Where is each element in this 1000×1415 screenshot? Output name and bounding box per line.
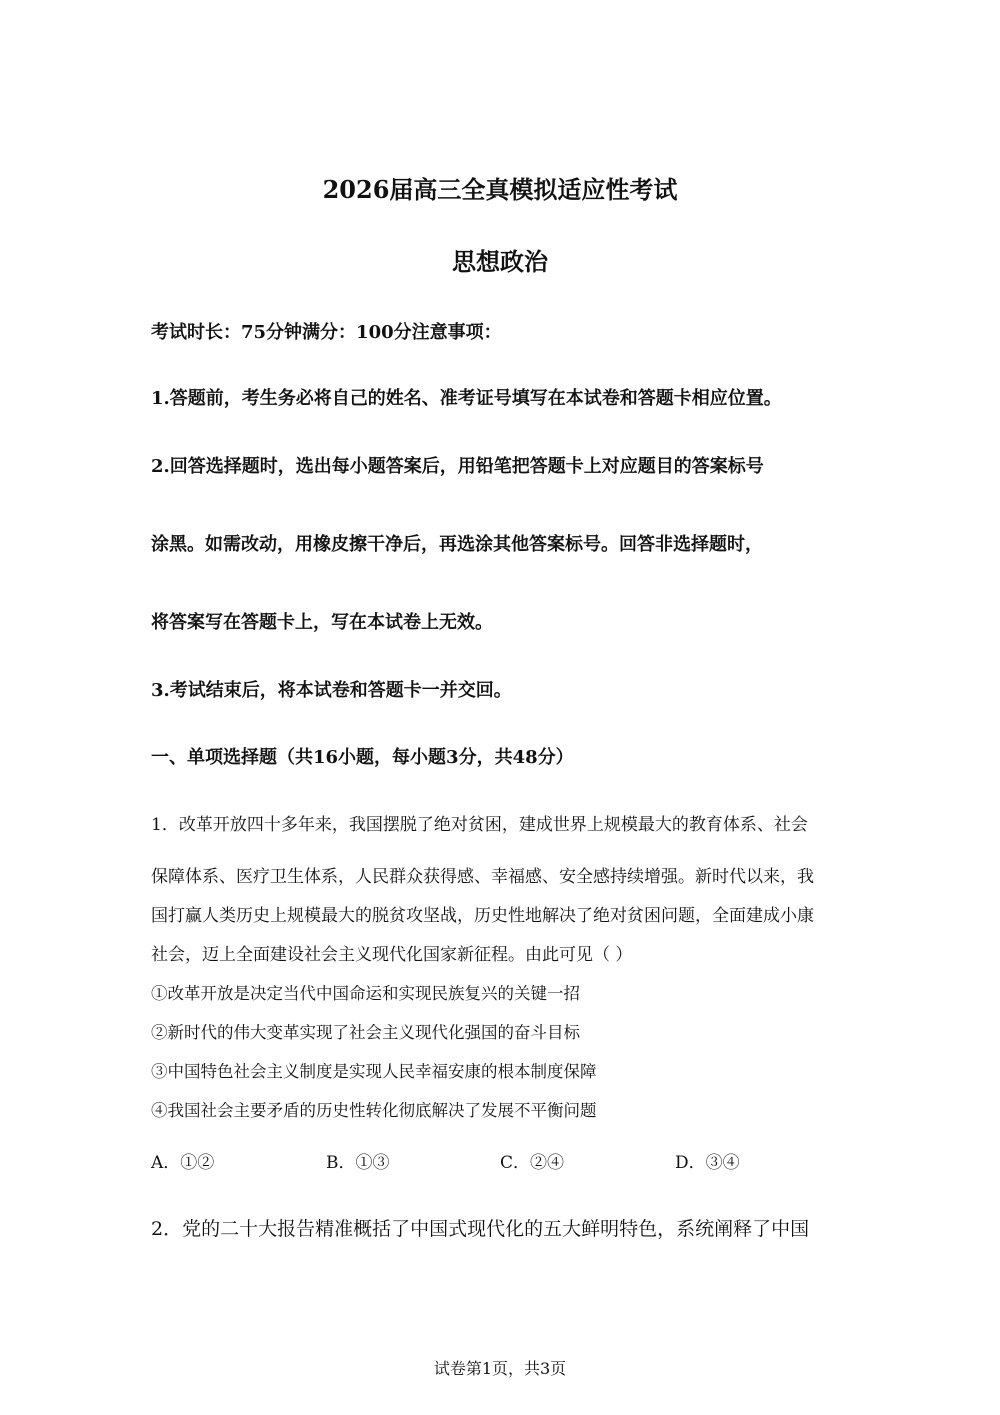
instruction-line: 2.回答选择题时，选出每小题答案后，用铅笔把答题卡上对应题目的答案标号 (151, 456, 764, 477)
instruction-line: 涂黑。如需改动，用橡皮擦干净后，再选涂其他答案标号。回答非选择题时， (151, 534, 763, 555)
instruction-line: 将答案写在答题卡上，写在本试卷上无效。 (151, 612, 493, 633)
question-1-statement: ④我国社会主要矛盾的历史性转化彻底解决了发展不平衡问题 (151, 1101, 597, 1120)
question-1-text: 社会，迈上全面建设社会主义现代化国家新征程。由此可见（ ） (151, 945, 633, 965)
exam-title: 2026届高三全真模拟适应性考试 (322, 175, 678, 204)
choice-b[interactable]: B．①③ (326, 1153, 390, 1173)
question-1-statement: ②新时代的伟大变革实现了社会主义现代化强国的奋斗目标 (151, 1023, 580, 1042)
exam-subject: 思想政治 (452, 247, 548, 276)
instruction-line: 3.考试结束后，将本试卷和答题卡一并交回。 (151, 680, 512, 701)
choice-d[interactable]: D．③④ (675, 1153, 740, 1173)
question-1-text: 保障体系、医疗卫生体系，人民群众获得感、幸福感、安全感持续增强。新时代以来，我 (151, 867, 814, 887)
question-2-text: 2．党的二十大报告精准概括了中国式现代化的五大鲜明特色，系统阐释了中国 (151, 1218, 810, 1240)
question-1-text: 国打赢人类历史上规模最大的脱贫攻坚战，历史性地解决了绝对贫困问题，全面建成小康 (151, 906, 814, 926)
question-1-statement: ①改革开放是决定当代中国命运和实现民族复兴的关键一招 (151, 984, 580, 1003)
page-footer: 试卷第1页，共3页 (433, 1359, 567, 1378)
choice-c[interactable]: C．②④ (500, 1153, 565, 1173)
exam-info: 考试时长：75分钟满分：100分注意事项： (151, 322, 502, 343)
instruction-line: 1.答题前，考生务必将自己的姓名、准考证号填写在本试卷和答题卡相应位置。 (151, 388, 782, 409)
choice-a[interactable]: A．①② (151, 1153, 215, 1173)
section-heading: 一、单项选择题（共16小题，每小题3分，共48分） (151, 747, 574, 768)
question-1-statement: ③中国特色社会主义制度是实现人民幸福安康的根本制度保障 (151, 1062, 597, 1081)
question-1-text: 1．改革开放四十多年来，我国摆脱了绝对贫困，建成世界上规模最大的教育体系、社会 (151, 815, 808, 835)
